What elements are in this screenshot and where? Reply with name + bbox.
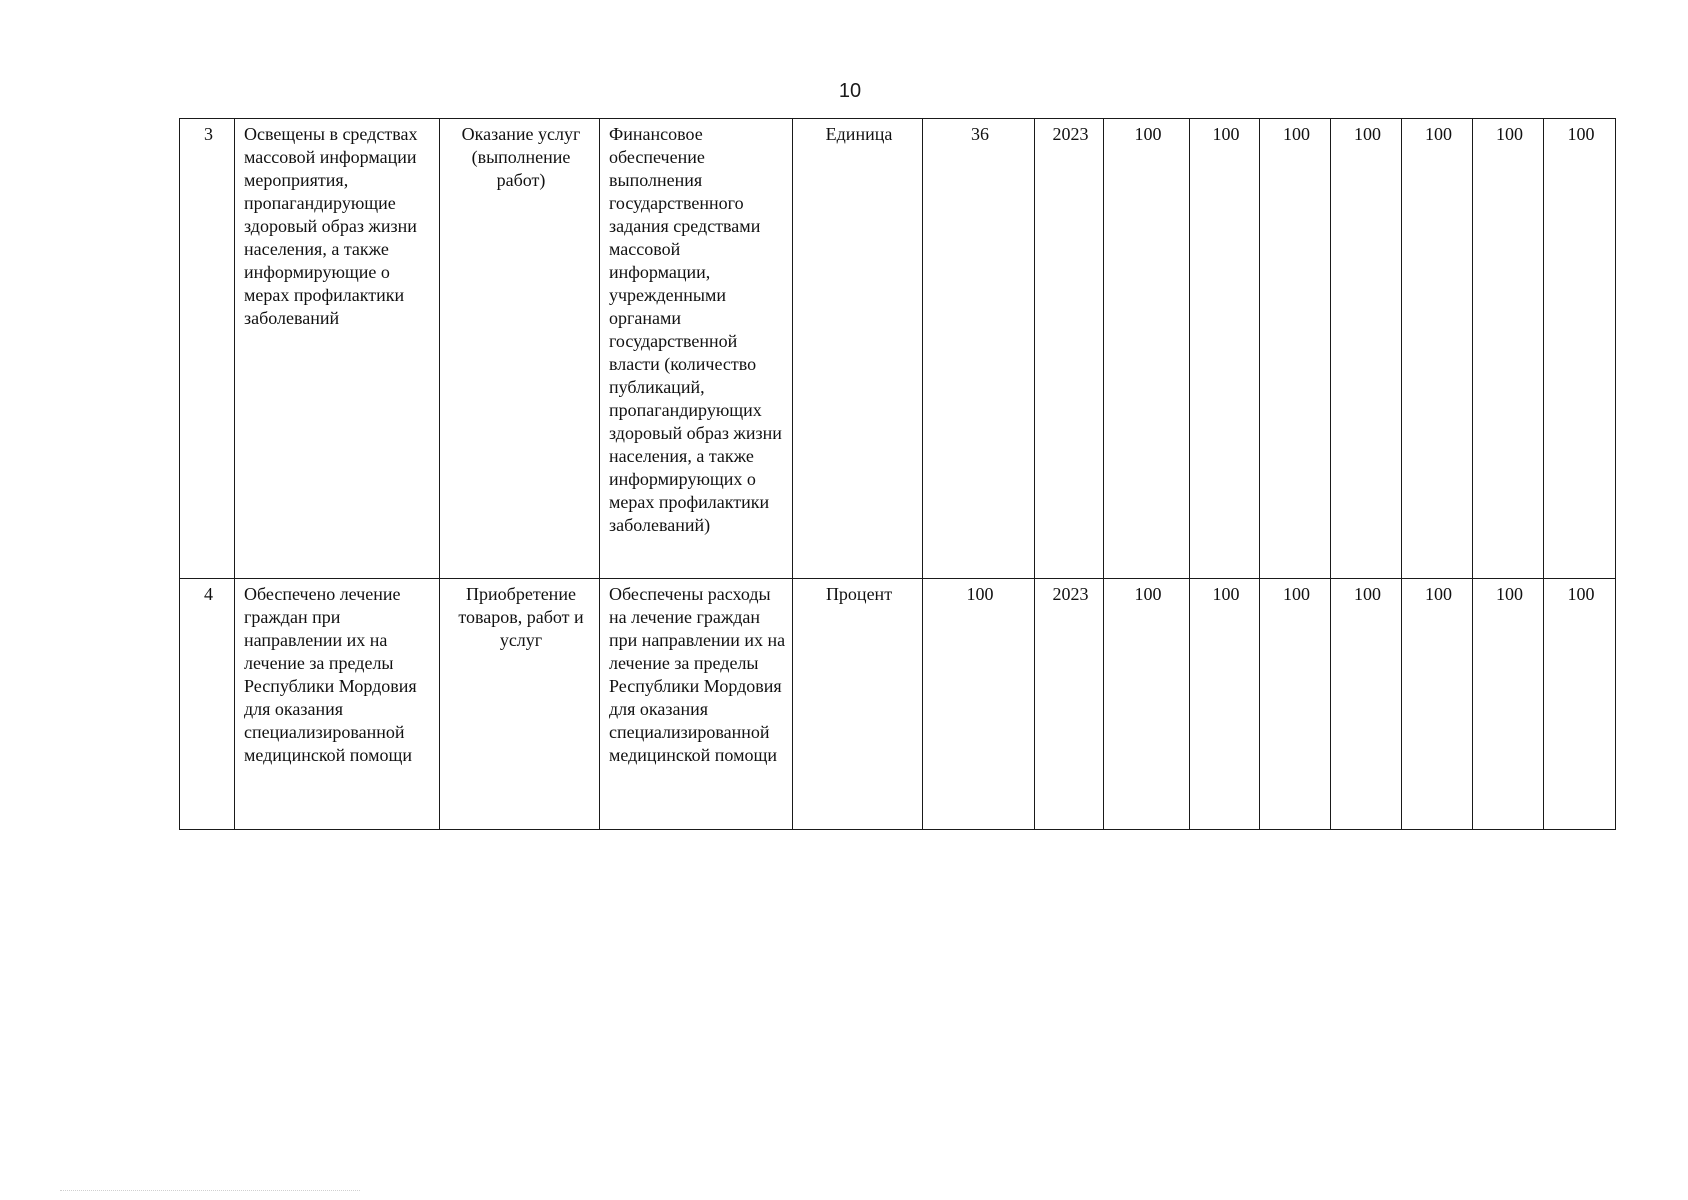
table-row xyxy=(180,579,1616,830)
result-name-cell: Освещены в средствах массовой информации мероприятия, пропагандирующие здоровый образ жизни населения, а также информирующие о мерах профилактики заболеваний xyxy=(235,119,440,579)
unit-cell: Единица xyxy=(793,119,923,579)
base-value-cell: 36 xyxy=(923,119,1035,579)
row-number-cell: 4 xyxy=(180,579,235,830)
value-cell: 100 xyxy=(1473,579,1544,830)
value-cell: 100 xyxy=(1190,119,1260,579)
base-value-cell: 100 xyxy=(923,579,1035,830)
base-year-cell: 2023 xyxy=(1035,579,1104,830)
event-type-cell: Приобретение товаров, работ и услуг xyxy=(440,579,600,830)
value-cell: 100 xyxy=(1402,579,1473,830)
value-cell: 100 xyxy=(1544,579,1616,830)
value-cell: 100 xyxy=(1331,119,1402,579)
value-cell: 100 xyxy=(1104,579,1190,830)
value-cell: 100 xyxy=(1402,119,1473,579)
value-cell: 100 xyxy=(1544,119,1616,579)
indicators-table xyxy=(179,118,1616,830)
value-cell: 100 xyxy=(1190,579,1260,830)
value-cell: 100 xyxy=(1473,119,1544,579)
value-cell: 100 xyxy=(1260,579,1331,830)
event-type-cell: Оказание услуг (выполнение работ) xyxy=(440,119,600,579)
scan-artifact xyxy=(60,1190,360,1193)
base-year-cell: 2023 xyxy=(1035,119,1104,579)
value-cell: 100 xyxy=(1331,579,1402,830)
value-cell: 100 xyxy=(1104,119,1190,579)
page-number: 10 xyxy=(838,80,862,102)
result-name-cell: Обеспечено лечение граждан при направлении их на лечение за пределы Республики Мордовия для оказания специализированной медицинской помощи xyxy=(235,579,440,830)
description-cell: Обеспечены расходы на лечение граждан при направлении их на лечение за пределы Республики Мордовия для оказания специализированной медицинской помощи xyxy=(600,579,793,830)
unit-cell: Процент xyxy=(793,579,923,830)
description-cell: Финансовое обеспечение выполнения государственного задания средствами массовой информации, учрежденными органами государственной власти (количество публикаций, пропагандирующих здоровый образ жизни населения, а также информирующих о мерах профилактики заболеваний) xyxy=(600,119,793,579)
row-number-cell: 3 xyxy=(180,119,235,579)
value-cell: 100 xyxy=(1260,119,1331,579)
table-row xyxy=(180,119,1616,579)
